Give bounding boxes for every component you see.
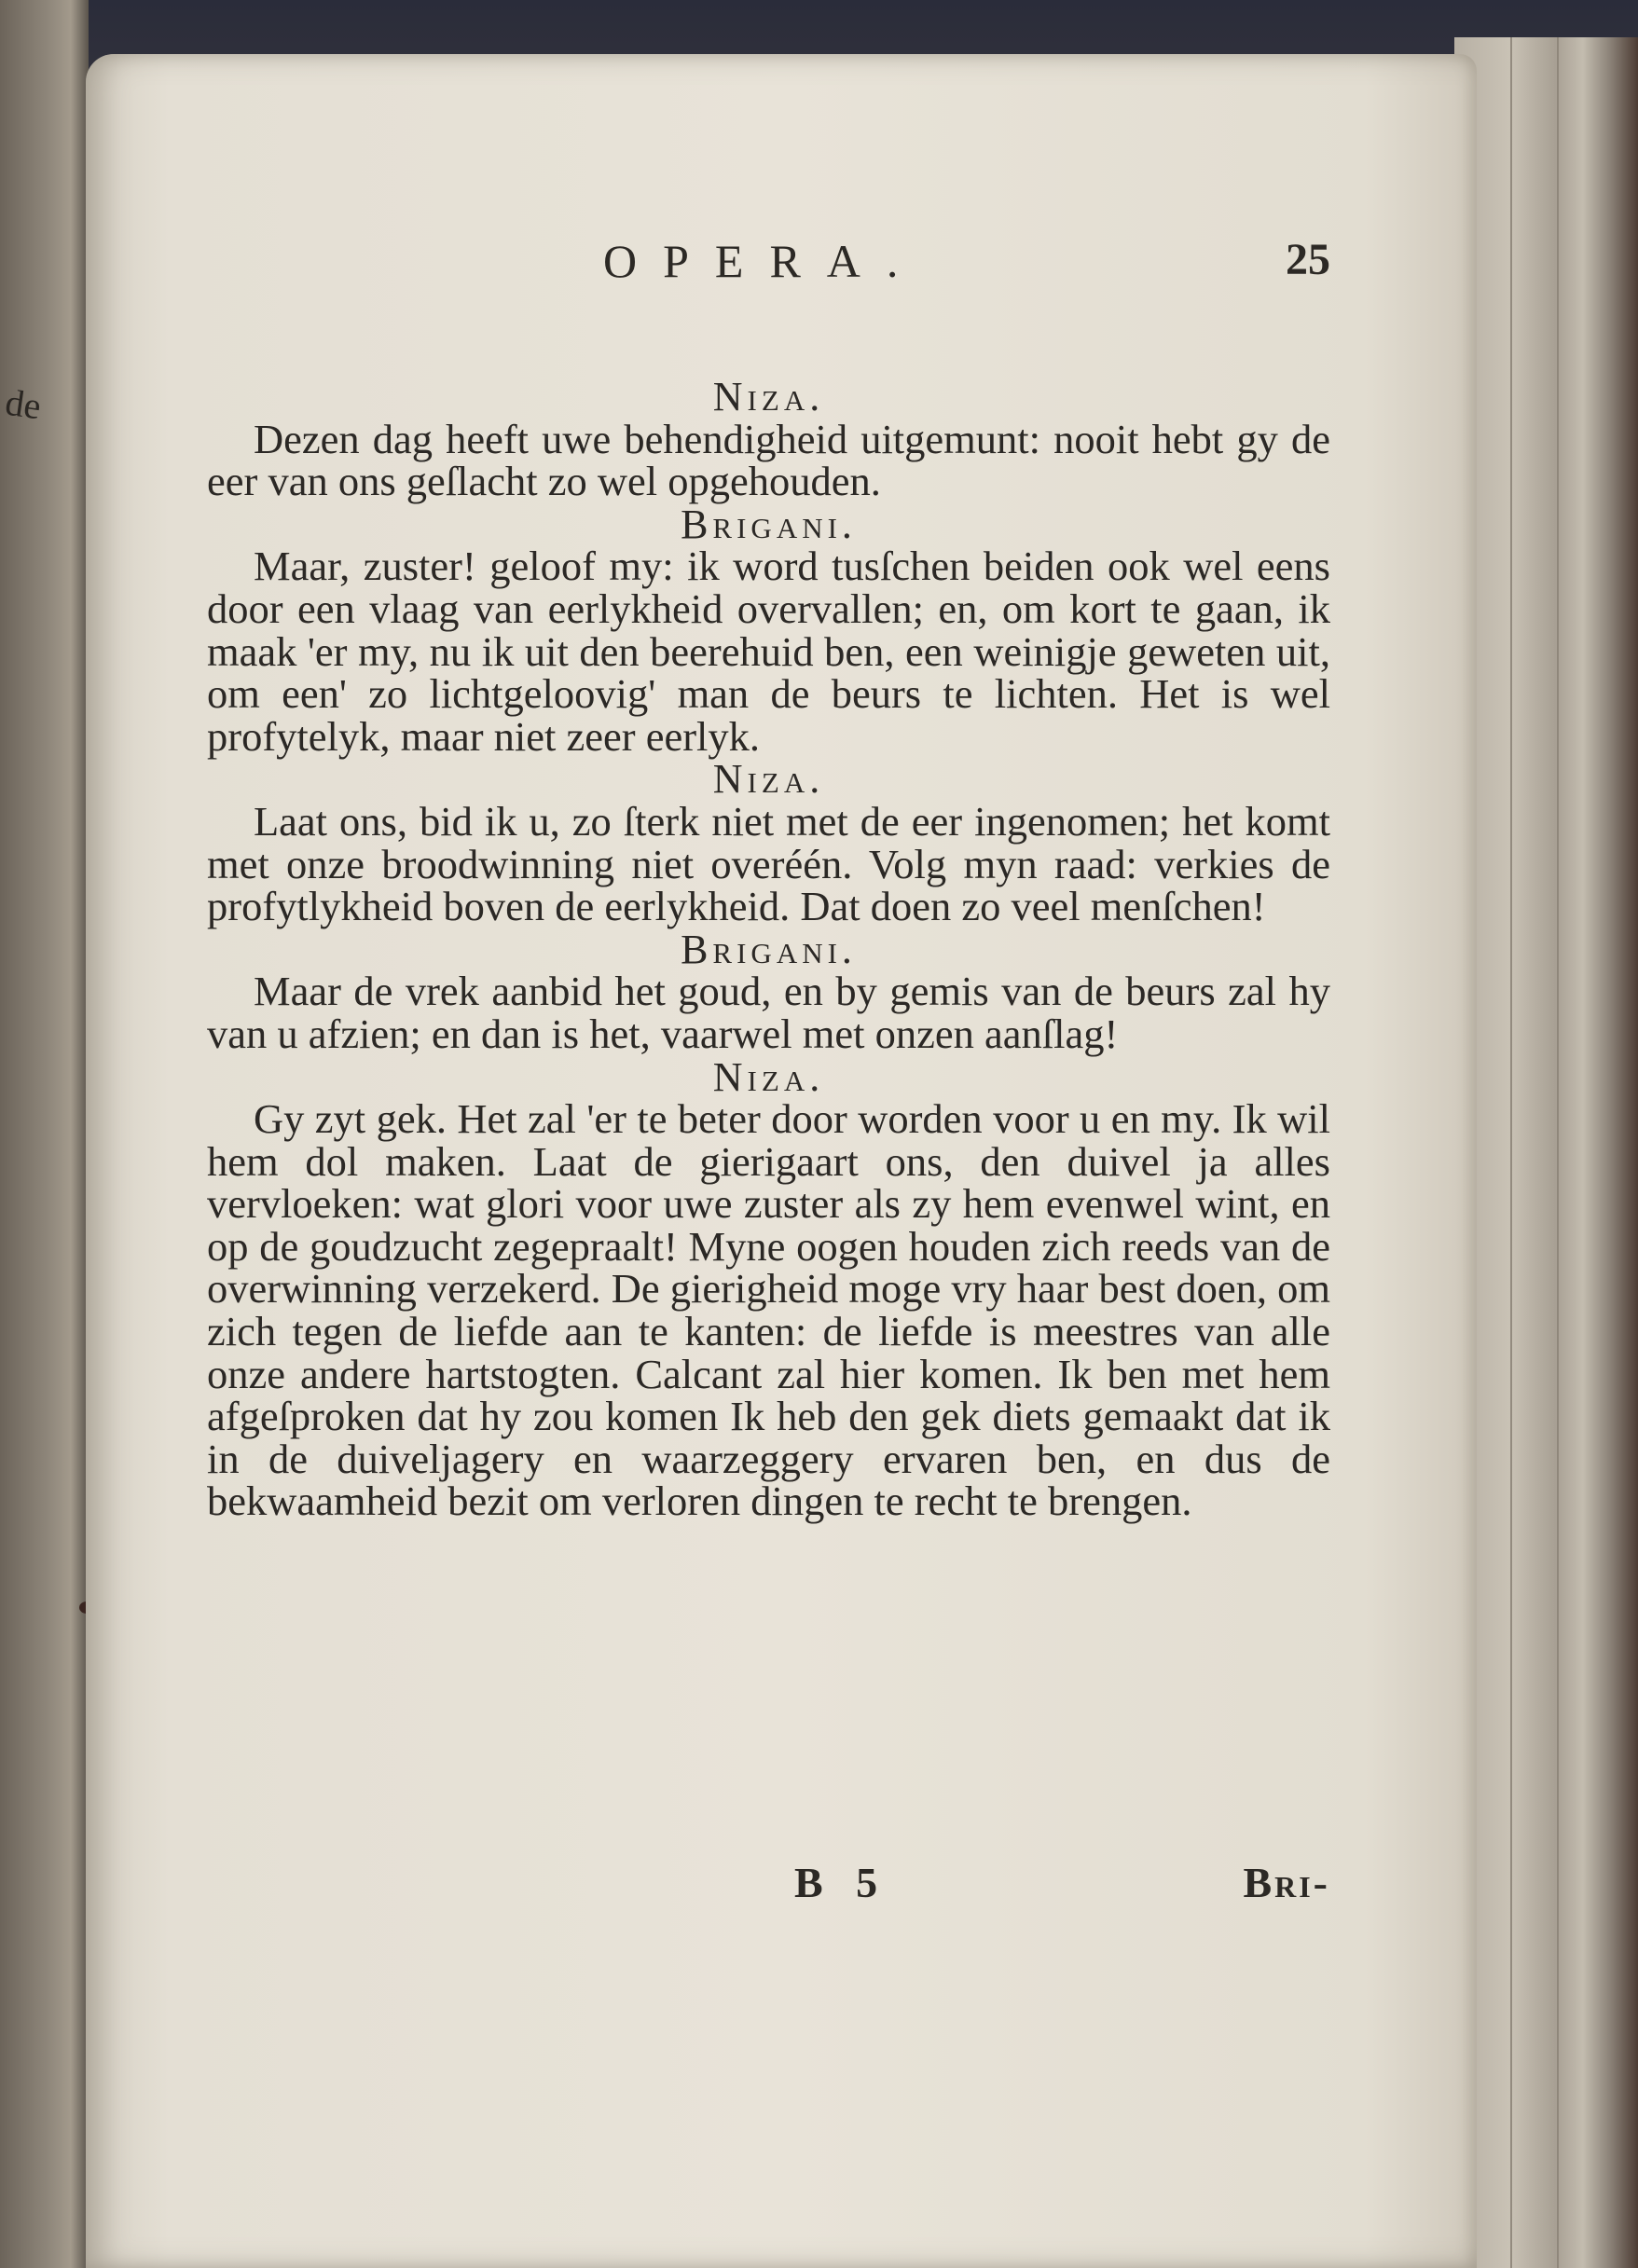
page-footer <box>207 1858 1330 1914</box>
speech-text: Laat ons, bid ik u, zo ſterk niet met de eer ingenomen; het komt met onze broodwinning niet overéén. Volg myn raad: verkies de profytlykheid boven de eerlykheid. Dat doen zo veel menſchen! <box>207 797 1330 930</box>
speaker-name: Brigani. <box>681 501 857 547</box>
speaker-name: Niza. <box>712 374 825 419</box>
page-stack-edge <box>1454 37 1638 2268</box>
dialogue-block <box>207 758 1330 928</box>
speech-text: Gy zyt gek. Het zal 'er te beter door worden voor u en my. Ik wil hem dol maken. Laat de gierigaart ons, den duivel ja alles vervloeken: wat glori voor uwe zuster als zy hem evenwel wint, en op de goudzucht zegepraalt! Myne oogen houden zich reeds van de overwinning verzekerd. De gierigheid moge vry haar best doen, om zich tegen de liefde aan te kanten: de liefde is meestres van alle onze andere hartstogten. Calcant zal hier komen. Ik ben met hem afgeſproken dat hy zou komen Ik heb den gek diets gemaakt dat ik in de duiveljagery en waarzeggery ervaren ben, en dus de bekwaamheid bezit om verloren dingen te recht te brengen. <box>207 1095 1330 1525</box>
catchword: Bri- <box>1243 1859 1330 1906</box>
speaker-name: Niza. <box>712 756 825 803</box>
signature-mark: B 5 <box>794 1859 889 1906</box>
dialogue-block <box>207 376 1330 503</box>
running-head <box>207 234 1330 290</box>
dialogue-block <box>207 1053 1330 1525</box>
speech-text: Dezen dag heeft uwe behendigheid uitgemunt: nooit hebt gy de eer van ons geſlacht zo wel opgehouden. <box>207 415 1330 505</box>
body-text <box>207 376 1330 1523</box>
speech-text: Maar de vrek aanbid het goud, en by gemis van de beurs zal hy van u afzien; en dan is het, vaarwel met onzen aanſlag! <box>207 968 1330 1057</box>
book-page <box>86 54 1477 2268</box>
margin-mark: de <box>3 380 44 428</box>
running-title: OPERA. <box>603 235 925 287</box>
speech-text: Maar, zuster! geloof my: ik word tusſchen beiden ook wel eens door een vlaag van eerlykheid overvallen; en, om kort te gaan, ik maak 'er my, nu ik uit den beerehuid ben, een weinigje geweten uit, om een' zo lichtgeloovig' man de beurs te lichten. Het is wel profytelyk, maar niet zeer eerlyk. <box>207 543 1330 760</box>
facing-page-edge <box>0 0 89 2268</box>
page-number: 25 <box>1286 235 1330 284</box>
speaker-name: Brigani. <box>681 926 857 972</box>
speaker-name: Niza. <box>712 1053 825 1100</box>
dialogue-block <box>207 928 1330 1056</box>
dialogue-block <box>207 503 1330 759</box>
